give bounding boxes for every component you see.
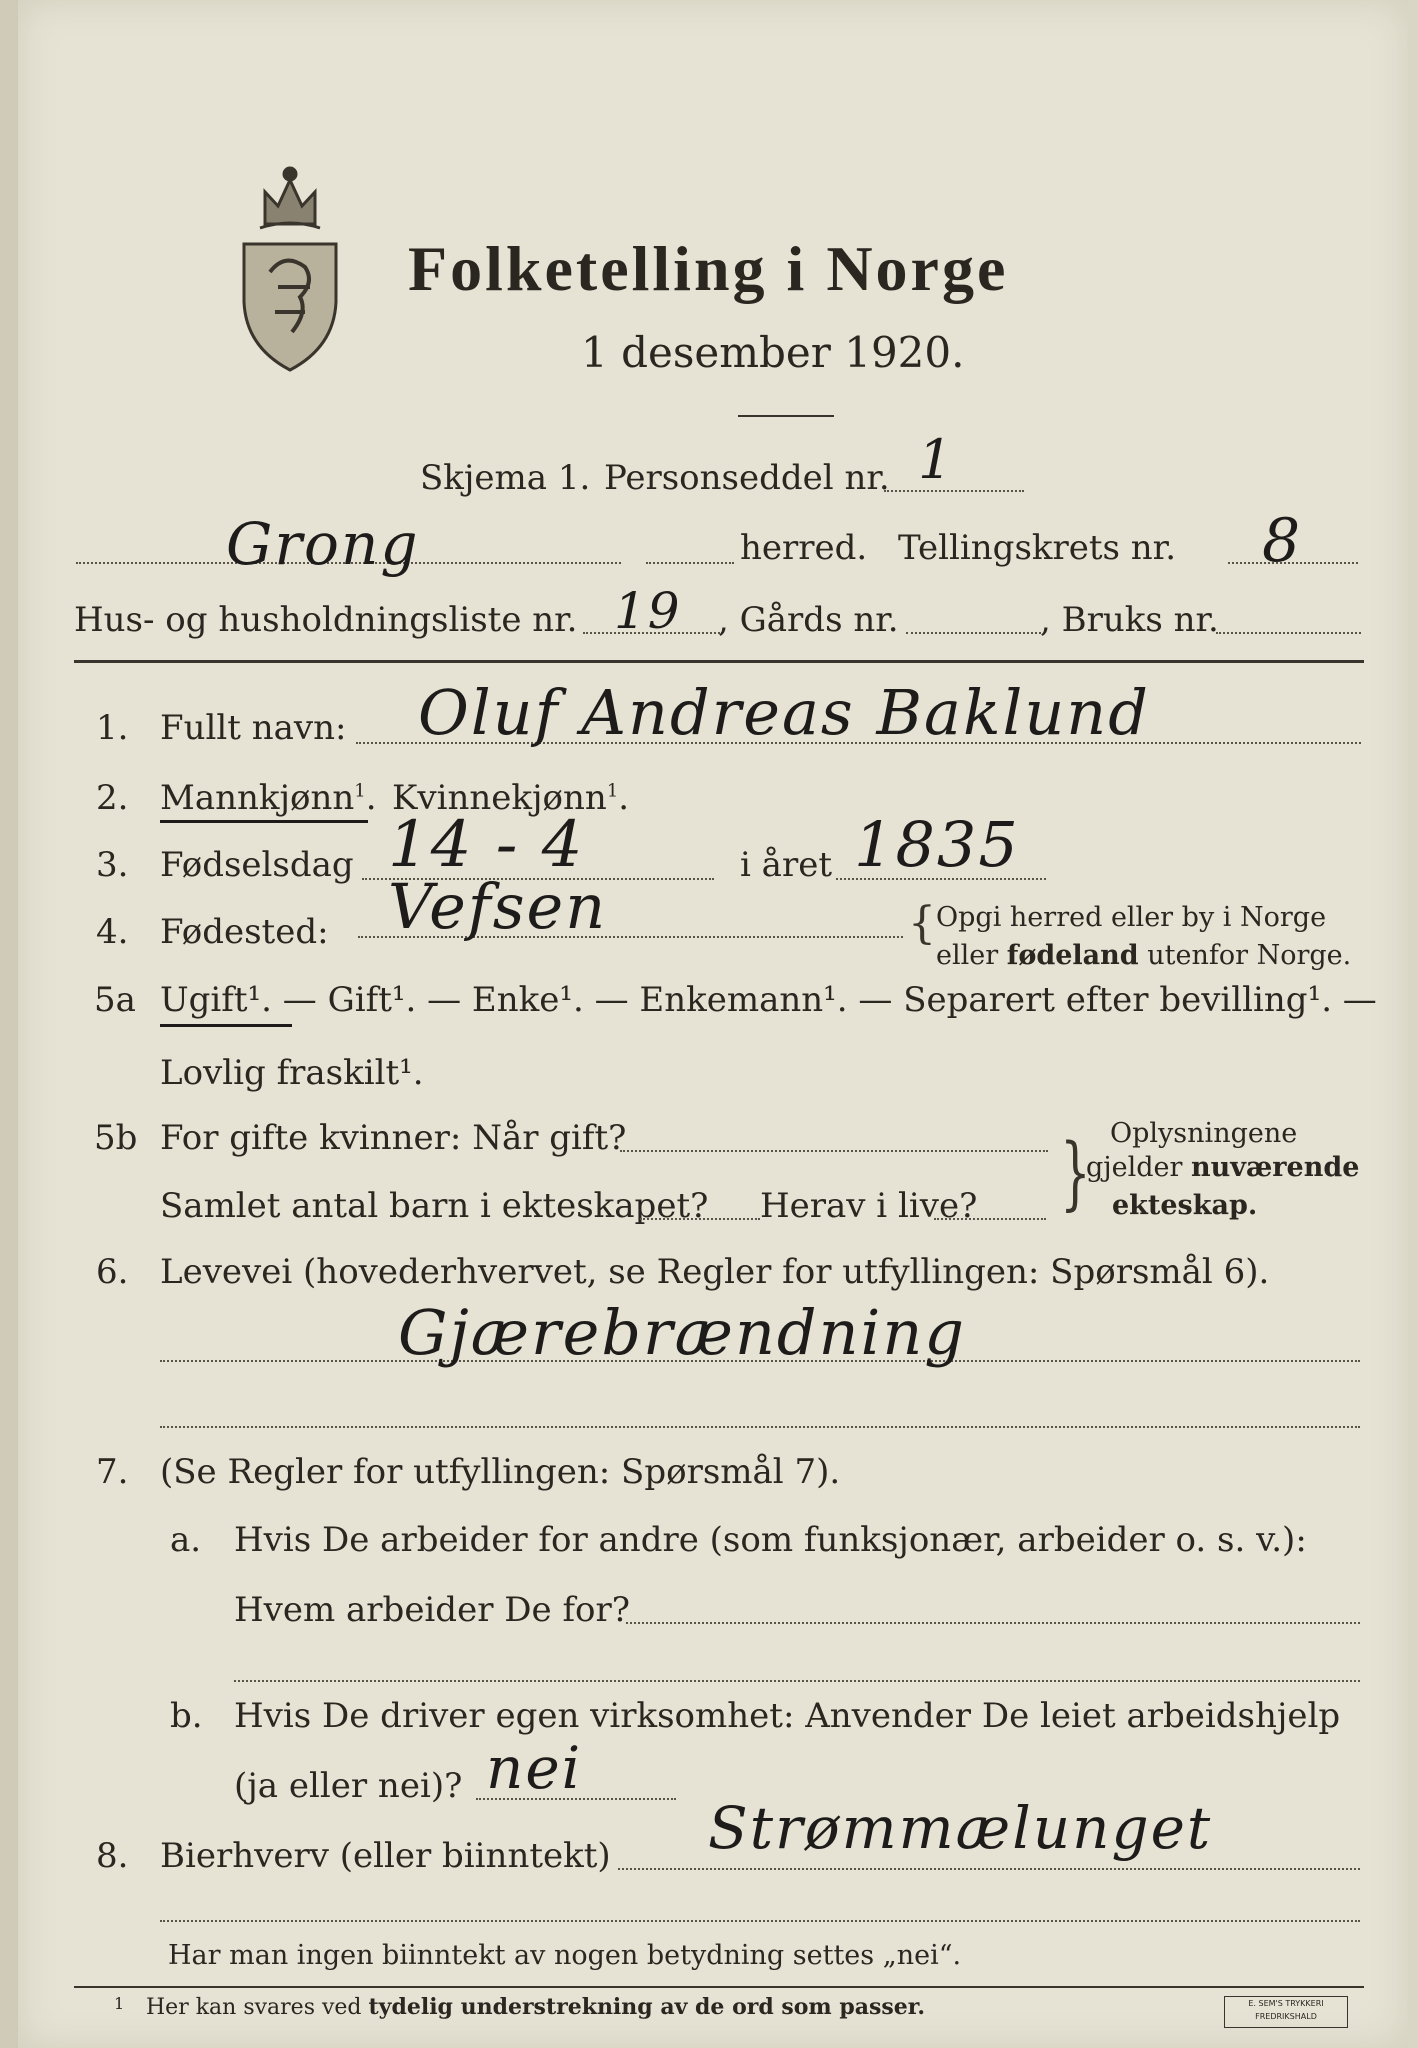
q3-number: 3. <box>96 845 129 885</box>
married-when-label: For gifte kvinner: Når gift? <box>160 1118 627 1158</box>
gards-field[interactable] <box>906 632 1041 634</box>
employer-field[interactable] <box>626 1622 1360 1624</box>
title-divider <box>738 415 834 417</box>
bruks-label: , Bruks nr. <box>1040 600 1219 640</box>
nei-note: Har man ingen biinntekt av nogen betydning settes „nei“. <box>168 1940 962 1971</box>
q7b-label: Hvis De driver egen virksomhet: Anvender De leiet arbeidshjelp <box>234 1696 1341 1736</box>
q7-number: 7. <box>96 1452 129 1492</box>
hired-help-label: (ja eller nei)? <box>234 1766 463 1806</box>
q1-number: 1. <box>96 708 129 748</box>
herred-field-ext <box>646 562 734 564</box>
q6-number: 6. <box>96 1252 129 1292</box>
husliste-label: Hus- og husholdningsliste nr. <box>74 600 578 640</box>
civil-status-options[interactable]: Ugift¹. — Gift¹. — Enke¹. — Enkemann¹. — Separert efter bevilling¹. — <box>160 980 1377 1020</box>
married-when-field[interactable] <box>620 1150 1048 1152</box>
ugift-underline <box>160 1024 292 1027</box>
footnote-text: Her kan svares ved tydelig understrekning av de ord som passer. <box>146 1994 926 2020</box>
husliste-value: 19 <box>614 582 682 640</box>
birthplace-value: Vefsen <box>388 870 608 943</box>
q5b-number: 5b <box>94 1118 138 1158</box>
employer-field-2[interactable] <box>234 1680 1360 1682</box>
q6-label: Levevei (hovederhvervet, se Regler for utfyllingen: Spørsmål 6). <box>160 1252 1270 1292</box>
side-income-field-2[interactable] <box>160 1920 1360 1922</box>
census-date: 1 desember 1920. <box>581 328 965 377</box>
children-count-field[interactable] <box>640 1218 760 1220</box>
q8-label: Bierhverv (eller biinntekt) <box>160 1836 611 1876</box>
q2-number: 2. <box>96 778 129 818</box>
scan-edge <box>0 0 18 2048</box>
q5a-number: 5a <box>94 980 136 1020</box>
q4-number: 4. <box>96 912 129 952</box>
bruks-field[interactable] <box>1216 632 1361 634</box>
gards-label: , Gårds nr. <box>718 600 899 640</box>
form-title: Folketelling i Norge <box>408 233 1009 304</box>
children-alive-label: Herav i live? <box>760 1186 978 1226</box>
note-bracket-5b: } <box>1060 1126 1091 1219</box>
q7a-number: a. <box>170 1520 202 1560</box>
q8-number: 8. <box>96 1836 129 1876</box>
birthyear-value: 1835 <box>854 808 1020 881</box>
tellingskrets-value: 8 <box>1262 506 1303 576</box>
q1-label: Fullt navn: <box>160 708 347 748</box>
children-alive-field[interactable] <box>934 1218 1046 1220</box>
census-form <box>18 0 1408 2048</box>
footnote-number: 1 <box>114 1994 125 2013</box>
mannkjonn-underline <box>160 820 368 823</box>
option-mannkjonn[interactable]: Mannkjønn$^1$. <box>160 778 377 818</box>
hired-help-value: nei <box>486 1734 583 1802</box>
side-income-field[interactable] <box>618 1868 1360 1870</box>
employer-label: Hvem arbeider De for? <box>234 1590 630 1630</box>
personseddel-label: Personseddel nr. <box>604 458 890 498</box>
option-kvinnekjonn[interactable]: Kvinnekjønn$^1$. <box>392 778 630 818</box>
birthplace-note-2: eller fødeland utenfor Norge. <box>936 940 1352 971</box>
marriage-note-2: gjelder nuværende <box>1086 1152 1360 1183</box>
skjema-label: Skjema 1. <box>420 458 591 498</box>
coat-of-arms-icon <box>230 162 350 377</box>
civil-status-options-cont[interactable]: Lovlig fraskilt¹. <box>160 1053 424 1093</box>
birthplace-note-1: Opgi herred eller by i Norge <box>936 902 1327 933</box>
personseddel-value: 1 <box>918 428 955 491</box>
q7b-number: b. <box>170 1696 203 1736</box>
birthyear-label: i året <box>740 845 832 885</box>
birthdate-value: 14 - 4 <box>388 808 585 882</box>
children-count-label: Samlet antal barn i ekteskapet? <box>160 1186 709 1226</box>
tellingskrets-label: Tellingskrets nr. <box>898 528 1177 568</box>
section-divider <box>74 660 1364 663</box>
q3-label: Fødselsdag <box>160 845 354 885</box>
printer-stamp: E. SEM'S TRYKKERI FREDRIKSHALD <box>1224 1996 1348 2028</box>
herred-label: herred. <box>740 528 868 568</box>
footer-divider <box>74 1986 1364 1988</box>
occupation-value: Gjærebrændning <box>398 1296 966 1369</box>
occupation-field-2[interactable] <box>160 1426 1360 1428</box>
q7a-label: Hvis De arbeider for andre (som funksjonær, arbeider o. s. v.): <box>234 1520 1307 1560</box>
q4-label: Fødested: <box>160 912 329 952</box>
marriage-note-3: ekteskap. <box>1112 1190 1258 1221</box>
marriage-note-1: Oplysningene <box>1110 1118 1298 1149</box>
herred-value: Grong <box>226 510 420 578</box>
q7-label: (Se Regler for utfyllingen: Spørsmål 7). <box>160 1452 841 1492</box>
note-bracket: { <box>908 898 936 949</box>
side-income-value: Strømmælunget <box>708 1794 1213 1862</box>
full-name-value: Oluf Andreas Baklund <box>418 676 1150 749</box>
